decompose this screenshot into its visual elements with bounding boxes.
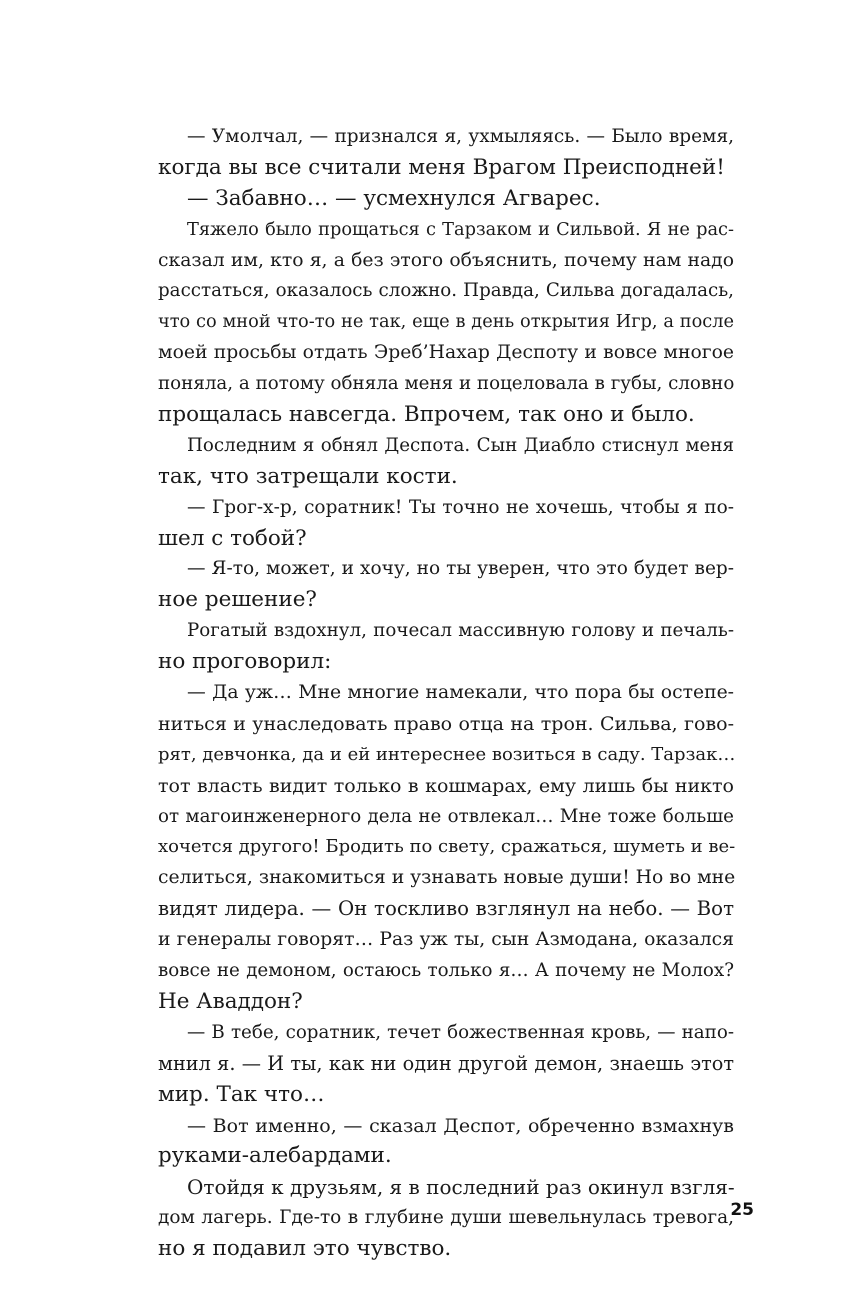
text-line: мнил я. — И ты, как ни один другой демон, знаешь этот (158, 1051, 734, 1075)
text-line: дом лагерь. Где-то в глубине души шевельнулась тревога, (158, 1207, 734, 1229)
text-line: но проговорил: (158, 649, 332, 675)
text-line: прощалась навсегда. Впрочем, так оно и было. (158, 402, 695, 428)
text-line: тот власть видит только в кошмарах, ему лишь бы никто (158, 774, 734, 797)
text-line: от магоинженерного дела не отвлекал… Мне тоже больше (158, 805, 734, 827)
text-line: ниться и унаследовать право отца на трон. Сильва, гово- (158, 712, 734, 735)
text-line: когда вы все считали меня Врагом Преисподней! (158, 154, 725, 180)
text-line: — Вот именно, — сказал Деспот, обреченно взмахнув (187, 1114, 734, 1137)
text-line: ное решение? (158, 587, 317, 613)
text-line: — Я-то, может, и хочу, но ты уверен, что это будет вер- (187, 558, 734, 580)
text-line: — Да уж… Мне многие намекали, что пора бы остепе- (187, 682, 734, 704)
text-line: что со мной что-то не так, еще в день открытия Игр, а после (158, 312, 734, 333)
text-line: и генералы говорят… Раз уж ты, сын Азмодана, оказался (158, 929, 734, 951)
text-line: — Забавно… — усмехнулся Агварес. (187, 185, 601, 211)
text-line: селиться, знакомиться и узнавать новые души! Но во мне (158, 867, 736, 889)
text-line: Не Аваддон? (158, 988, 303, 1014)
text-line: видят лидера. — Он тоскливо взглянул на небо. — Вот (158, 897, 734, 921)
text-line: так, что затрещали кости. (158, 463, 458, 489)
body-text (158, 122, 734, 1265)
text-line: Рогатый вздохнул, почесал массивную голову и печаль- (187, 620, 734, 642)
text-line: Отойдя к друзьям, я в последний раз окинул взгля- (187, 1175, 735, 1200)
text-line: мир. Так что… (158, 1081, 325, 1107)
text-line: моей просьбы отдать Эреб’Нахар Деспоту и вовсе многое (158, 342, 734, 364)
text-line: но я подавил это чувство. (158, 1236, 452, 1262)
text-line: — Грог-х-р, соратник! Ты точно не хочешь, чтобы я по- (187, 496, 734, 518)
text-line: Тяжело было прощаться с Тарзаком и Сильвой. Я не рас- (187, 219, 734, 240)
text-line: — В тебе, соратник, течет божественная кровь, — напо- (187, 1021, 734, 1043)
text-line: вовсе не демоном, остаюсь только я… А почему не Молох? (158, 960, 734, 982)
text-line: Последним я обнял Деспота. Сын Диабло стиснул меня (187, 434, 734, 456)
text-line: поняла, а потому обняла меня и поцеловала в губы, словно (158, 373, 735, 395)
page-number: 25 (730, 1200, 754, 1220)
text-line: рят, девчонка, да и ей интереснее возиться в саду. Тарзак… (158, 743, 736, 765)
text-line: шел с тобой? (158, 525, 307, 551)
text-line: руками-алебардами. (158, 1143, 392, 1169)
text-line: — Умолчал, — признался я, ухмыляясь. — Было время, (187, 126, 734, 147)
text-line: сказал им, кто я, а без этого объяснить, почему нам надо (158, 249, 734, 271)
text-line: расстаться, оказалось сложно. Правда, Сильва догадалась, (158, 280, 734, 302)
text-line: хочется другого! Бродить по свету, сражаться, шуметь и ве- (158, 836, 736, 858)
